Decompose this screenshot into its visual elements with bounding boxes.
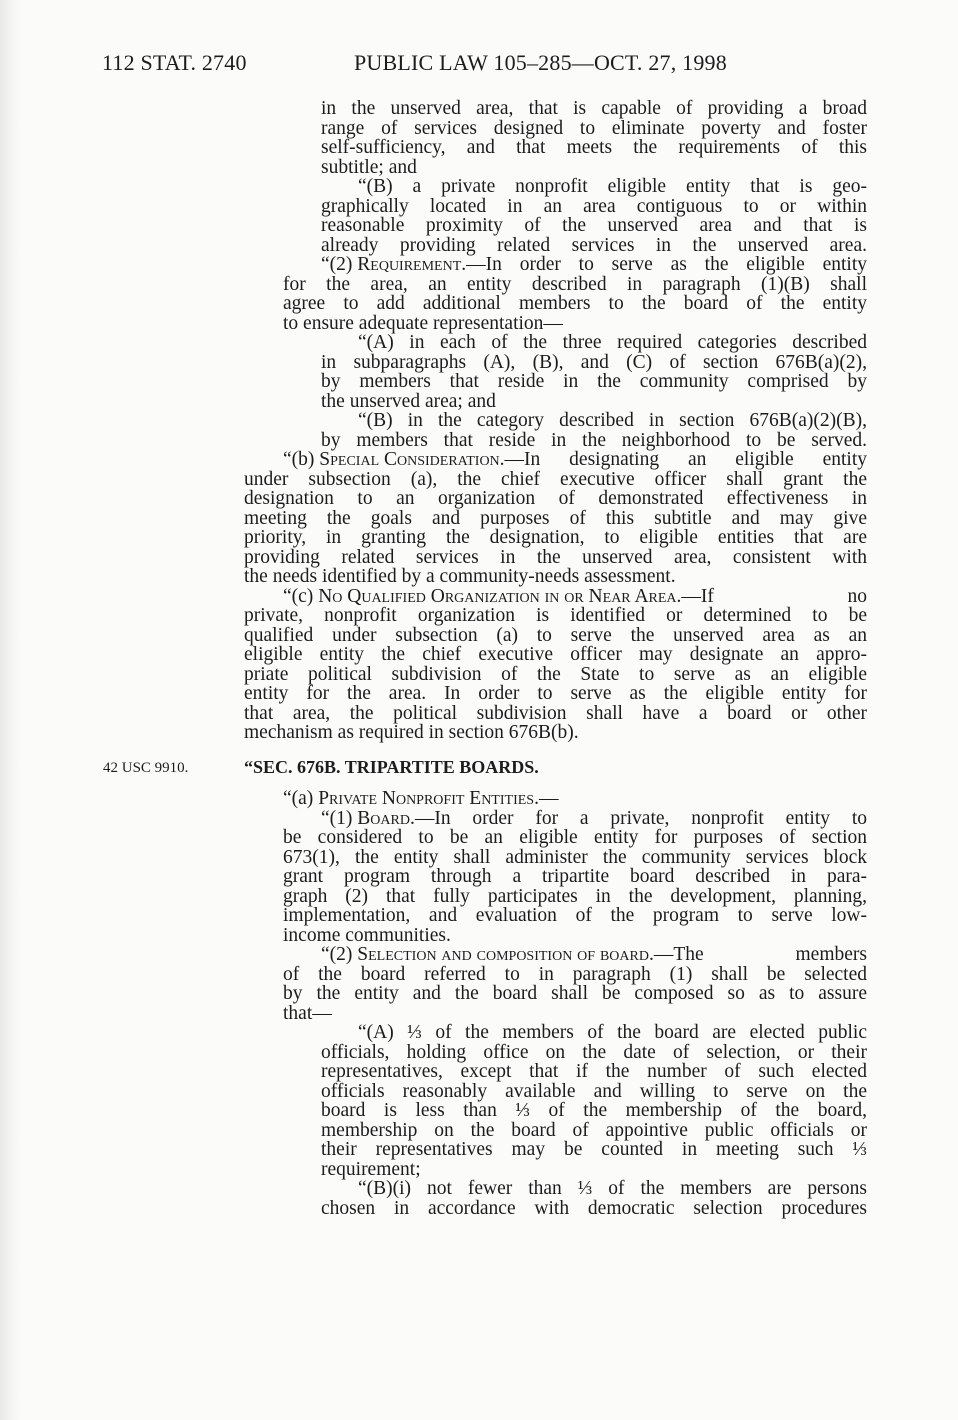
text-line: implementation, and evaluation of the program to serve low- <box>283 905 867 926</box>
text-line: representatives, except that if the number of such elected <box>321 1061 867 1082</box>
law-title-date: PUBLIC LAW 105–285—OCT. 27, 1998 <box>354 50 727 75</box>
text-line: by members that reside in the community comprised by <box>321 371 867 392</box>
paragraph-text: .—In order for a private, nonprofit entity to <box>409 808 867 829</box>
text-line: requirement; <box>321 1159 421 1180</box>
paragraph-heading-requirement <box>321 255 867 275</box>
text-line: agree to add additional members to the board of the entity <box>283 293 867 314</box>
text-line: self-sufficiency, and that meets the requirements of this <box>321 137 867 158</box>
text-line: eligible entity the chief executive officer may designate an appro- <box>244 644 867 665</box>
text-line: “(B) in the category described in section 676B(a)(2)(B), <box>358 410 867 431</box>
text-line: grant program through a tripartite board described in para- <box>283 866 867 887</box>
text-line: “(A) in each of the three required categories described <box>358 332 867 353</box>
text-line: income communities. <box>283 925 451 946</box>
text-line: under subsection (a), the chief executive officer shall grant the <box>244 469 867 490</box>
text-line: by members that reside in the neighborhood to be served. <box>321 430 867 451</box>
subsection-letter: “(a) <box>283 788 319 809</box>
text-line: their representatives may be counted in meeting such ⅓ <box>321 1139 867 1160</box>
text-line: the unserved area; and <box>321 391 496 412</box>
text-line: graphically located in an area contiguous to or within <box>321 196 867 217</box>
stat-page-number: 112 STAT. 2740 <box>102 50 247 75</box>
text-line: that— <box>283 1003 332 1024</box>
text-line: membership on the board of appointive public officials or <box>321 1120 867 1141</box>
text-line: range of services designed to eliminate poverty and foster <box>321 118 867 139</box>
paragraph-caption: Board <box>357 808 410 829</box>
subsection-heading-private-nonprofit-entities <box>283 789 558 809</box>
paragraph-heading-selection-composition <box>321 945 867 965</box>
text-line: in the unserved area, that is capable of providing a broad <box>321 98 867 119</box>
text-line: “(A) ⅓ of the members of the board are elected public <box>358 1022 867 1043</box>
text-line: reasonable proximity of the unserved area and that is <box>321 215 867 236</box>
text-line: that area, the political subdivision shall have a board or other <box>244 703 867 724</box>
paragraph-number: “(1) <box>321 808 358 829</box>
paragraph-heading-board <box>321 809 867 829</box>
subsection-letter: “(c) <box>283 586 319 607</box>
subsection-caption: Private Nonprofit Entities <box>318 788 535 809</box>
text-line: “(B)(i) not fewer than ⅓ of the members are persons <box>358 1178 867 1199</box>
text-line: providing related services in the unserved area, consistent with <box>244 547 867 568</box>
subsection-caption: Special Consideration <box>319 449 500 470</box>
text-line: the needs identified by a community-needs assessment. <box>244 566 676 587</box>
text-line: already providing related services in the unserved area. <box>321 235 867 256</box>
text-line: private, nonprofit organization is identified or determined to be <box>244 605 867 626</box>
text-line: priority, in granting the designation, to eligible entities that are <box>244 527 867 548</box>
text-line: be considered to be an eligible entity for purposes of section <box>283 827 867 848</box>
subsection-letter: “(b) <box>283 449 320 470</box>
text-line: priate political subdivision of the State to serve as an eligible <box>244 664 867 685</box>
paragraph-number: “(2) <box>321 944 358 965</box>
subsection-heading-special-consideration <box>283 450 867 470</box>
text-line: subtitle; and <box>321 157 417 178</box>
text-line: “(B) a private nonprofit eligible entity that is geo- <box>358 176 867 197</box>
text-line: board is less than ⅓ of the membership of the board, <box>321 1100 867 1121</box>
text-line: mechanism as required in section 676B(b). <box>244 722 579 743</box>
section-heading: “SEC. 676B. TRIPARTITE BOARDS. <box>244 757 539 777</box>
text-line: officials reasonably available and willing to serve on the <box>321 1081 867 1102</box>
paragraph-caption: Requirement <box>357 254 462 275</box>
text-line: chosen in accordance with democratic selection procedures <box>321 1198 867 1219</box>
text-line: graph (2) that fully participates in the development, planning, <box>283 886 867 907</box>
text-line: for the area, an entity described in paragraph (1)(B) shall <box>283 274 867 295</box>
text-line: meeting the goals and purposes of this subtitle and may give <box>244 508 867 529</box>
text-line: entity for the area. In order to serve as the eligible entity for <box>244 683 867 704</box>
text-line: designation to an organization of demonstrated effectiveness in <box>244 488 867 509</box>
subsection-text: .—If no <box>676 586 867 607</box>
text-line: by the entity and the board shall be composed so as to assure <box>283 983 867 1004</box>
paragraph-number: “(2) <box>321 254 358 275</box>
paragraph-text: .—The members <box>648 944 867 965</box>
subsection-text: .—In designating an eligible entity <box>499 449 867 470</box>
text-line: of the board referred to in paragraph (1) shall be selected <box>283 964 867 985</box>
paragraph-caption: Selection and composition of board <box>357 944 649 965</box>
text-line: qualified under subsection (a) to serve the unserved area as an <box>244 625 867 646</box>
paragraph-text: .—In order to serve as the eligible entity <box>461 254 867 275</box>
subsection-text: .— <box>534 788 559 809</box>
scan-edge <box>0 0 22 1420</box>
subsection-heading-no-qualified-organization <box>283 587 867 607</box>
text-line: 673(1), the entity shall administer the community services block <box>283 847 867 868</box>
text-line: officials, holding office on the date of selection, or their <box>321 1042 867 1063</box>
subsection-caption: No Qualified Organization in or Near Area <box>318 586 677 607</box>
text-line: in subparagraphs (A), (B), and (C) of section 676B(a)(2), <box>321 352 867 373</box>
usc-margin-citation: 42 USC 9910. <box>103 760 189 776</box>
text-line: to ensure adequate representation— <box>283 313 563 334</box>
